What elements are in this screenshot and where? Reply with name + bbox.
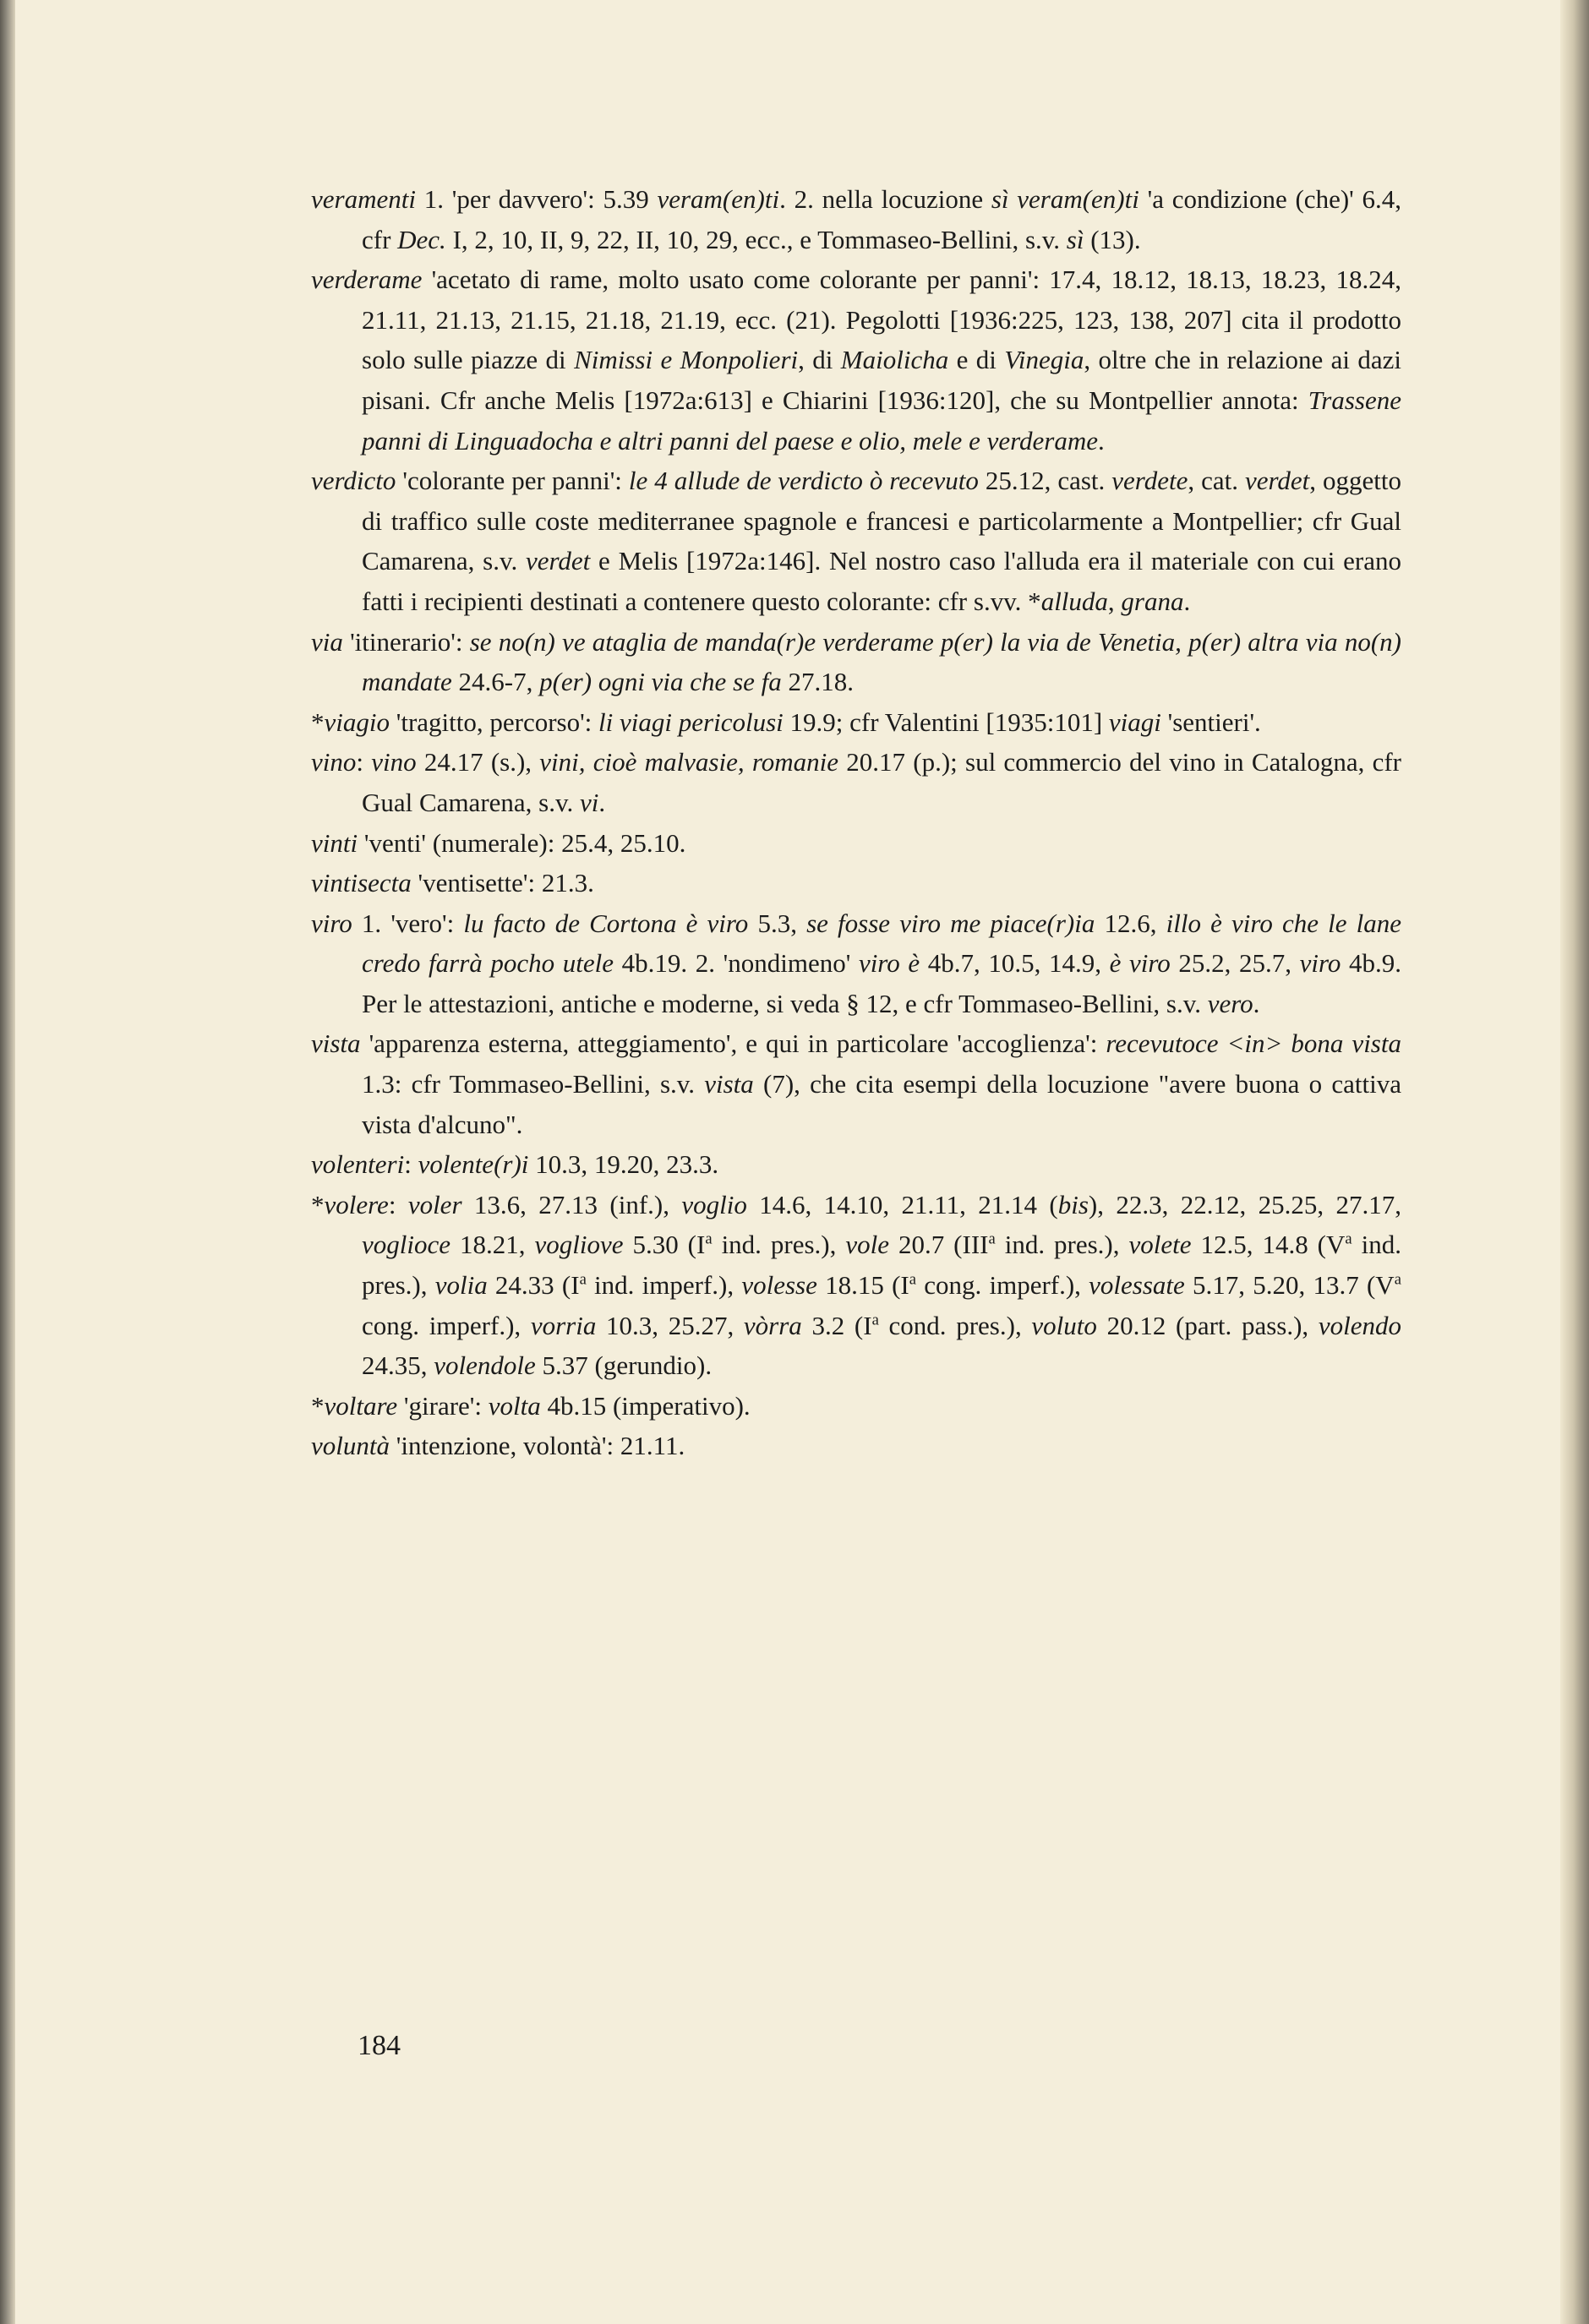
glossary-entry: vinti 'venti' (numerale): 25.4, 25.10. <box>311 827 686 858</box>
glossary-entry: vino: vino 24.17 (s.), vini, cioè malvasie, romanie 20.17 (p.); sul commercio del vino in Catalogna, cfr Gual Camarena, s.v. vi. <box>311 747 1401 817</box>
glossary-entry: verderame 'acetato di rame, molto usato come colorante per panni': 17.4, 18.12, 18.13, 18.23, 18.24, 21.11, 21.13, 21.15, 21.18, 21.19, ecc. (21). Pegolotti [1936:225, 123, 138, 207] cita il prodotto solo sulle piazze di Nimissi e Monpolieri, di Maiolicha e di Vinegia, oltre che in relazione ai dazi pisani. Cfr anche Melis [1972a:613] e Chiarini [1936:120], che su Montpellier annota: Trassene panni di Linguadocha e altri panni del paese e olio, mele e verderame. <box>311 265 1401 456</box>
page-edge-right <box>1560 0 1589 2324</box>
glossary-entry: via 'itinerario': se no(n) ve ataglia de manda(r)e verderame p(er) la via de Venetia, p(er) altra via no(n) mandate 24.6-7, p(er) ogni via che se fa 27.18. <box>311 626 1401 697</box>
glossary-entry: *voltare 'girare': volta 4b.15 (imperativo). <box>311 1390 751 1421</box>
page-number: 184 <box>358 2030 401 2061</box>
glossary-entry: *viagio 'tragitto, percorso': li viagi pericolusi 19.9; cfr Valentini [1935:101] viagi 'sentieri'. <box>311 706 1261 737</box>
glossary-entry: vista 'apparenza esterna, atteggiamento', e qui in particolare 'accoglienza': recevutoce <in> bona vista 1.3: cfr Tommaseo-Bellini, s.v. vista (7), che cita esempi della locuzione "avere buona o cattiva vista d'alcuno". <box>311 1028 1401 1139</box>
glossary-entry: viro 1. 'vero': lu facto de Cortona è viro 5.3, se fosse viro me piace(r)ia 12.6, illo è viro che le lane credo farrà pocho utele 4b.19. 2. 'nondimeno' viro è 4b.7, 10.5, 14.9, è viro 25.2, 25.7, viro 4b.9. Per le attestazioni, antiche e moderne, si veda § 12, e cfr Tommaseo-Bellini, s.v. vero. <box>311 908 1402 1018</box>
glossary-entry: verdicto 'colorante per panni': le 4 allude de verdicto ò recevuto 25.12, cast. verdete, cat. verdet, oggetto di traffico sulle coste mediterranee spagnole e francesi e particolarmente a Montpellier; cfr Gual Camarena, s.v. verdet e Melis [1972a:146]. Nel nostro caso l'alluda era il materiale con cui erano fatti i recipienti destinati a contenere questo colorante: cfr s.vv. *alluda, grana. <box>311 466 1401 616</box>
glossary-entry: vintisecta 'ventisette': 21.3. <box>311 868 594 898</box>
glossary-entry: volenteri: volente(r)i 10.3, 19.20, 23.3. <box>311 1149 719 1180</box>
glossary-entry: veramenti 1. 'per davvero': 5.39 veram(en)ti. 2. nella locuzione sì veram(en)ti 'a condizione (che)' 6.4, cfr Dec. I, 2, 10, II, 9, 22, II, 10, 29, ecc., e Tommaseo-Bellini, s.v. sì (13). <box>311 184 1401 254</box>
book-page <box>15 0 1560 2324</box>
glossary-entries <box>311 179 1401 1466</box>
glossary-entry: voluntà 'intenzione, volontà': 21.11. <box>311 1431 685 1461</box>
glossary-entry: *volere: voler 13.6, 27.13 (inf.), voglio 14.6, 14.10, 21.11, 21.14 (bis), 22.3, 22.12, 25.25, 27.17, voglioce 18.21, vogliove 5.30 ($I^a$ ind. pres.), vole 20.7 (III$^a$ ind. pres.), volete 12.5, 14.8 ($V^a$ ind. pres.), volia 24.33 ($I^a$ ind. imperf.), volesse 18.15 ($I^a$ cong. imperf.), volessate 5.17, 5.20, 13.7 ($V^a$ cong. imperf.), vorria 10.3, 25.27, vòrra 3.2 ($I^a$ cond. pres.), voluto 20.12 (part. pass.), volendo 24.35, volendole 5.37 (gerundio). <box>311 1189 1402 1381</box>
page-edge-left <box>0 0 15 2324</box>
